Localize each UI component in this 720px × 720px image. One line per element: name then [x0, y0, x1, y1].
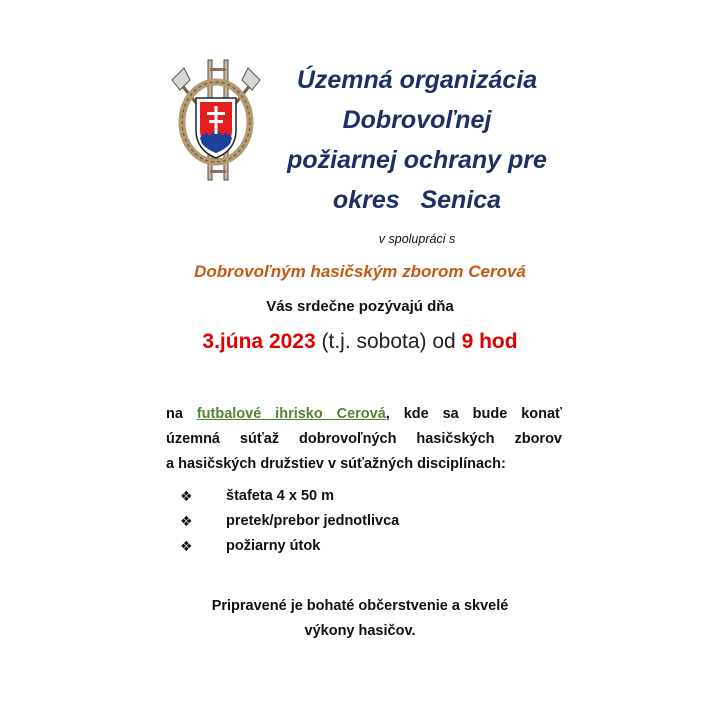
- invitation-text: Vás srdečne pozývajú dňa: [266, 298, 454, 315]
- date-weekday: (t.j. sobota) od: [315, 330, 462, 353]
- diamond-bullet-icon: ❖: [180, 538, 193, 554]
- description-prefix: na: [166, 406, 197, 422]
- description-rest: , kde sa bude konať: [385, 406, 562, 422]
- diamond-bullet-icon: ❖: [180, 488, 193, 504]
- date-day: 3.júna 2023: [202, 330, 316, 353]
- description-line: [166, 402, 562, 427]
- list-item: [180, 509, 580, 534]
- event-date: [0, 330, 720, 354]
- disciplines-list: [180, 484, 580, 559]
- list-item: [180, 484, 580, 509]
- title-line: Dobrovoľnej: [342, 106, 492, 134]
- closing-line: Pripravené je bohaté občerstvenie a skvelé: [211, 598, 509, 614]
- closing-line: výkony hasičov.: [304, 623, 416, 639]
- description-line: a hasičských družstiev v súťažných disciplínach:: [166, 456, 506, 472]
- discipline-label: štafeta 4 x 50 m: [226, 488, 335, 504]
- description-line: územná súťaž dobrovoľných hasičských zborov: [166, 431, 562, 447]
- title-line: požiarnej ochrany pre: [287, 146, 547, 174]
- page-title: [262, 60, 572, 220]
- discipline-label: pretek/prebor jednotlivca: [226, 513, 400, 529]
- date-time: 9 hod: [461, 330, 518, 353]
- firefighter-emblem: [170, 58, 262, 184]
- title-line: Územná organizácia: [296, 66, 538, 94]
- title-line: okres Senica: [332, 186, 502, 214]
- organizer-name: Dobrovoľným hasičským zborom Cerová: [194, 262, 526, 281]
- diamond-bullet-icon: ❖: [180, 513, 193, 529]
- discipline-label: požiarny útok: [226, 538, 321, 554]
- event-description: [166, 402, 562, 477]
- closing-text: [0, 594, 720, 644]
- venue-link[interactable]: futbalové ihrisko Cerová: [196, 406, 386, 422]
- list-item: [180, 534, 580, 559]
- cooperation-text: v spolupráci s: [378, 232, 456, 246]
